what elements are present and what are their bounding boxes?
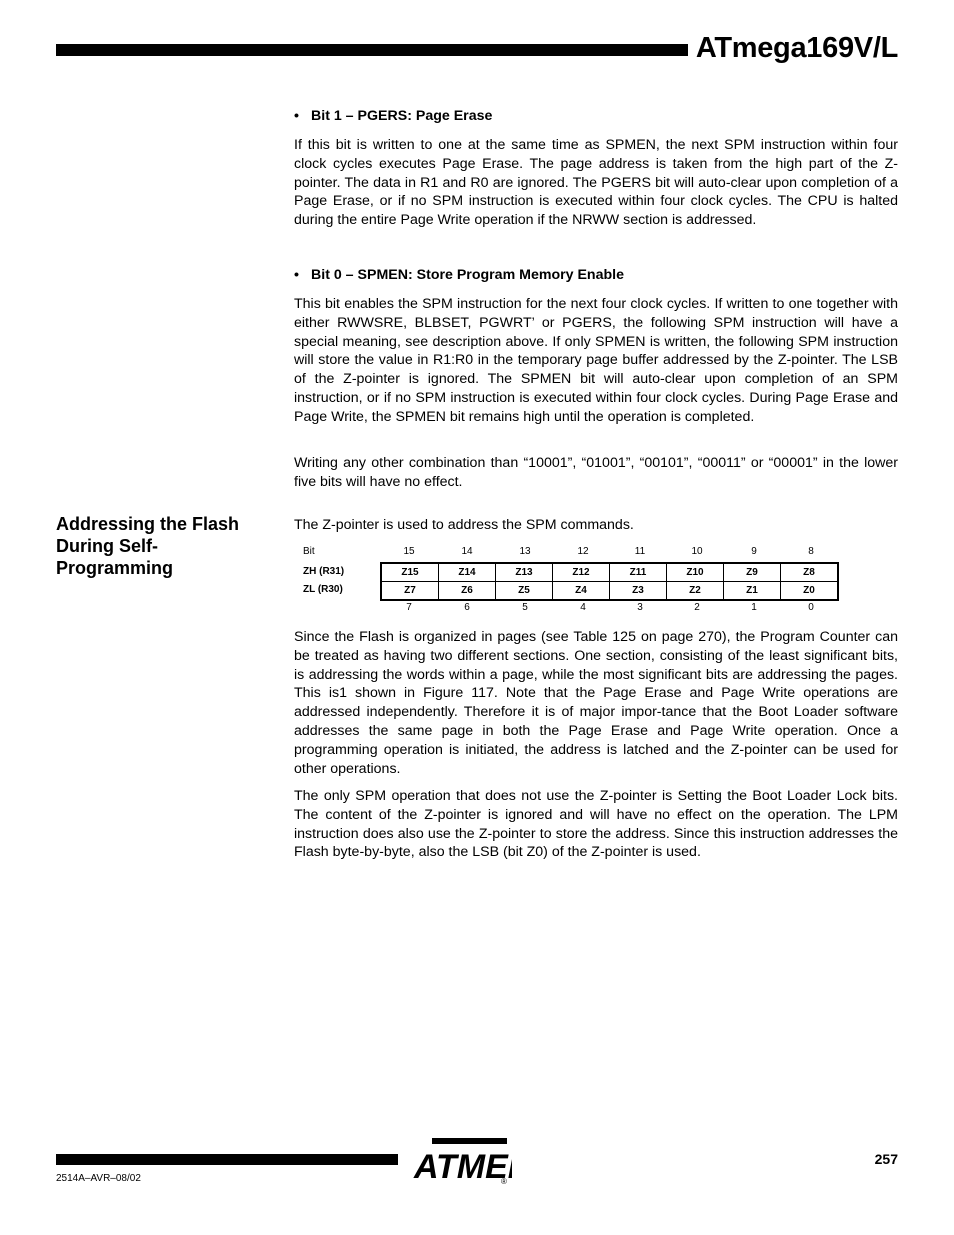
bit-number: 12: [577, 546, 589, 557]
register-cell: Z6: [439, 582, 496, 601]
register-cell: Z14: [439, 563, 496, 582]
spm-operation-paragraph: The only SPM operation that does not use the Z-pointer is Setting the Boot Loader Lock bits. The content of the Z-pointer is ignored and will have no effect on the operation. The LPM instruction does also use the Z-pointer to store the address. Since this instruction addresses the Flash byte-by-byte, also the LSB (bit Z0) of the Z-pointer is used.: [294, 788, 898, 861]
bit-number: 6: [464, 602, 470, 613]
register-cell: Z7: [381, 582, 439, 601]
bit1-heading: • Bit 1 – PGERS: Page Erase: [294, 108, 493, 124]
z-pointer-intro: The Z-pointer is used to address the SPM commands.: [294, 517, 634, 533]
registered-mark: ®: [501, 1177, 507, 1186]
register-cell: Z12: [553, 563, 610, 582]
register-table: [380, 562, 839, 601]
register-cell: Z13: [496, 563, 553, 582]
register-label-zl: ZL (R30): [303, 584, 343, 595]
atmel-logo: [412, 1136, 512, 1191]
bullet-icon: •: [294, 267, 299, 283]
bit-number: 14: [461, 546, 473, 557]
document-title: ATmega169V/L: [695, 32, 898, 64]
bit-number: 13: [519, 546, 531, 557]
bit-number: 11: [634, 546, 646, 557]
register-cell: Z3: [610, 582, 667, 601]
section-heading: Addressing the Flash During Self- Programming: [56, 514, 240, 578]
register-cell: Z0: [781, 582, 839, 601]
register-cell: Z10: [667, 563, 724, 582]
bit-label: Bit: [303, 546, 315, 557]
flash-pages-paragraph: Since the Flash is organized in pages (see Table 125 on page 270), the Program Counter can be treated as having two different sections. One section, consisting of the least significant bits, is addressing the words within a page, while the most significant bits are addressing the pages. This is1 shown in Figure 117. Note that the Page Erase and Page Write operations are addressed independently. Therefore it is of major impor-tance that the Boot Loader software addresses the same page in both the Page Erase and Page Write operation. Once a programming operation is initiated, the address is latched and the Z-pointer can be used for other operations.: [294, 629, 898, 777]
register-label-zh: ZH (R31): [303, 566, 345, 577]
bit-number: 7: [406, 602, 412, 613]
register-cell: Z5: [496, 582, 553, 601]
bit0-heading: • Bit 0 – SPMEN: Store Program Memory Enable: [294, 267, 624, 283]
bit-number: 1: [751, 602, 757, 613]
bit-number: 3: [637, 602, 643, 613]
bit1-body: If this bit is written to one at the same time as SPMEN, the next SPM instruction within four clock cycles executes Page Erase. The page address is taken from the high part of the Z-pointer. The data in R1 and R0 are ignored. The PGERS bit will auto-clear upon completion of a Page Erase, or if no SPM instruction is executed within four clock cycles. The CPU is halted during the entire Page Write operation if the NRWW section is addressed.: [294, 137, 898, 229]
bit-number: 5: [522, 602, 528, 613]
bit-number: 9: [751, 546, 757, 557]
logo-text: ATME: [414, 1148, 508, 1186]
register-cell: Z2: [667, 582, 724, 601]
bit-number: 4: [580, 602, 586, 613]
bit0-body: This bit enables the SPM instruction for the next four clock cycles. If written to one together with either RWWSRE, BLBSET, PGWRT’ or PGERS, the following SPM instruction will have a special meaning, see description above. If only SPMEN is written, the following SPM instruction will store the value in R1:R0 in the temporary page buffer addressed by the Z-pointer. The LSB of the Z-pointer is ignored. The SPMEN bit will auto-clear upon completion of an SPM instruction, or if no SPM instruction is executed within four clock cycles. During Page Erase and Page Write, the SPMEN bit remains high until the operation is completed.: [294, 296, 898, 425]
register-row-zl: [381, 582, 838, 601]
footer-rule: [56, 1154, 398, 1165]
bit-number: 10: [691, 546, 703, 557]
header-rule: [56, 44, 688, 56]
bit-number: 0: [808, 602, 814, 613]
bullet-icon: •: [294, 108, 299, 124]
bit-number: 2: [694, 602, 700, 613]
register-cell: Z15: [381, 563, 439, 582]
register-cell: Z9: [724, 563, 781, 582]
bit0-body2: Writing any other combination than “10001”, “01001”, “00101”, “00011” or “00001” in the lower five bits will have no effect.: [294, 455, 898, 490]
register-row-zh: [381, 563, 838, 582]
bit-number: 8: [808, 546, 814, 557]
register-cell: Z4: [553, 582, 610, 601]
page-number: 257: [874, 1151, 898, 1167]
register-cell: Z11: [610, 563, 667, 582]
register-cell: Z8: [781, 563, 839, 582]
bit-number: 15: [403, 546, 415, 557]
document-code: 2514A–AVR–08/02: [56, 1173, 141, 1184]
register-cell: Z1: [724, 582, 781, 601]
